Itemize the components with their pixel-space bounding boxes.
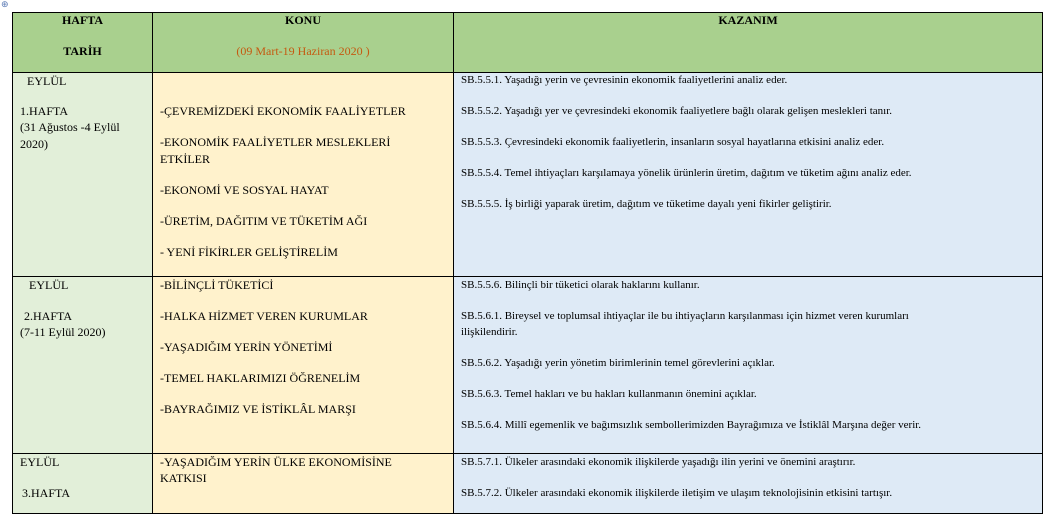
- date-range-line: 2020): [20, 137, 48, 151]
- outcome-item: SB.5.5.1. Yaşadığı yerin ve çevresinin ekonomik faaliyetlerini analiz eder.: [461, 74, 788, 86]
- topic-item: -EKONOMİ VE SOSYAL HAYAT: [160, 183, 329, 197]
- topic-item: -ÇEVREMİZDEKİ EKONOMİK FAALİYETLER: [160, 104, 406, 118]
- table-row: [13, 277, 1043, 454]
- header-week-date: [13, 13, 153, 73]
- header-outcome-label: KAZANIM: [718, 13, 778, 27]
- outcome-item: SB.5.5.5. İş birliği yaparak üretim, dağıtım ve tüketime dayalı yeni fikirler geliştirir.: [461, 198, 832, 210]
- topic-cell: [153, 454, 454, 514]
- outcome-item: SB.5.6.4. Millî egemenlik ve bağımsızlık sembollerimizden Bayrağımıza ve İstiklâl Marşına değer verir.: [461, 419, 922, 431]
- topic-item: -EKONOMİK FAALİYETLER MESLEKLERİ: [160, 135, 391, 149]
- week-cell: [13, 277, 153, 454]
- topic-item: -YAŞADIĞIM YERİN ÜLKE EKONOMİSİNE: [160, 455, 392, 469]
- topic-item: -BİLİNÇLİ TÜKETİCİ: [160, 278, 274, 292]
- outcome-cell: [454, 454, 1043, 514]
- header-date-label: TARİH: [63, 44, 102, 58]
- outcome-item: SB.5.5.4. Temel ihtiyaçları karşılamaya yönelik ürünlerin üretim, dağıtım ve tüketim ağını analiz eder.: [461, 167, 912, 179]
- outcome-item: SB.5.5.2. Yaşadığı yer ve çevresindeki ekonomik faaliyetlere bağlı olarak gelişen meslekleri tanır.: [461, 105, 893, 117]
- week-cell: [13, 454, 153, 514]
- weekly-plan-table: [12, 12, 1043, 514]
- header-week-label: HAFTA: [61, 13, 104, 27]
- topic-item: -BAYRAĞIMIZ VE İSTİKLÂL MARŞI: [160, 402, 356, 416]
- outcome-item: SB.5.5.6. Bilinçli bir tüketici olarak haklarını kullanır.: [461, 279, 700, 291]
- table-row: [13, 73, 1043, 277]
- month-label: EYLÜL: [20, 455, 60, 469]
- week-label: 3.HAFTA: [22, 486, 71, 500]
- week-label: 1.HAFTA: [20, 104, 69, 118]
- week-cell: [13, 73, 153, 277]
- outcome-item: SB.5.7.2. Ülkeler arasındaki ekonomik ilişkilerde iletişim ve ulaşım teknolojisinin etkisini tartışır.: [461, 487, 893, 499]
- month-label: EYLÜL: [27, 74, 67, 88]
- outcome-cell: [454, 277, 1043, 454]
- header-topic: [153, 13, 454, 73]
- date-range-line: (31 Ağustos -4 Eylül: [20, 120, 120, 134]
- topic-cell: [153, 73, 454, 277]
- month-label: EYLÜL: [29, 278, 69, 292]
- move-anchor-icon[interactable]: ⊕: [1, 0, 9, 10]
- topic-item: ETKİLER: [160, 152, 210, 166]
- outcome-item: SB.5.6.1. Bireysel ve toplumsal ihtiyaçlar ile bu ihtiyaçların karşılanması için hizmet veren kurumları: [461, 310, 909, 322]
- date-range-line: (7-11 Eylül 2020): [20, 325, 106, 339]
- table-row: [13, 454, 1043, 514]
- table-header-row: [13, 13, 1043, 73]
- topic-item: - YENİ FİKİRLER GELİŞTİRELİM: [160, 245, 338, 259]
- topic-item: -HALKA HİZMET VEREN KURUMLAR: [160, 309, 368, 323]
- header-date-range: (09 Mart-19 Haziran 2020 ): [236, 44, 370, 58]
- outcome-item: ilişkilendirir.: [461, 326, 518, 338]
- topic-cell: [153, 277, 454, 454]
- outcome-item: SB.5.7.1. Ülkeler arasındaki ekonomik ilişkilerde yaşadığı ilin yerini ve önemini araştırır.: [461, 456, 856, 468]
- topic-item: -ÜRETİM, DAĞITIM VE TÜKETİM AĞI: [160, 214, 368, 228]
- topic-item: -TEMEL HAKLARIMIZI ÖĞRENELİM: [160, 371, 361, 385]
- topic-item: -YAŞADIĞIM YERİN YÖNETİMİ: [160, 340, 333, 354]
- header-outcome: [454, 13, 1043, 73]
- outcome-item: SB.5.6.3. Temel hakları ve bu hakları kullanmanın önemini açıklar.: [461, 388, 757, 400]
- week-label: 2.HAFTA: [24, 309, 73, 323]
- outcome-cell: [454, 73, 1043, 277]
- outcome-item: SB.5.5.3. Çevresindeki ekonomik faaliyetlerin, insanların sosyal hayatlarına etkisini analiz eder.: [461, 136, 885, 148]
- header-topic-label: KONU: [285, 13, 321, 27]
- outcome-item: SB.5.6.2. Yaşadığı yerin yönetim birimlerinin temel görevlerini açıklar.: [461, 357, 775, 369]
- topic-item: KATKISI: [160, 471, 207, 485]
